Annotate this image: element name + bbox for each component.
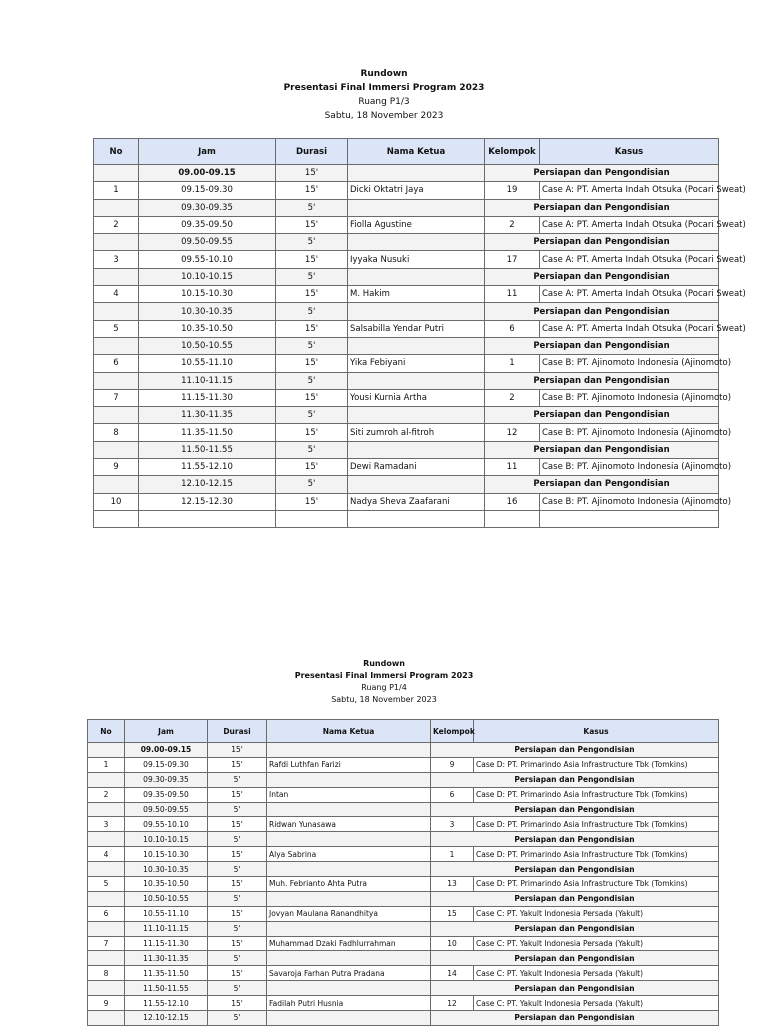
cell-durasi: 5'	[208, 921, 267, 936]
table-row	[88, 996, 719, 1011]
cell-no	[94, 441, 139, 458]
table-row	[94, 251, 719, 268]
cell-nama-ketua	[348, 337, 485, 354]
cell-kelompok: 11	[485, 286, 540, 303]
cell-nama-ketua	[348, 199, 485, 216]
table-row	[88, 817, 719, 832]
cell-jam: 11.30-11.35	[139, 407, 276, 424]
cell-preparation-note: Persiapan dan Pengondisian	[431, 891, 719, 906]
cell-preparation-note: Persiapan dan Pengondisian	[431, 743, 719, 758]
cell-kasus: Case B: PT. Ajinomoto Indonesia (Ajinomoto)	[540, 424, 719, 441]
cell-jam: 10.55-11.10	[139, 355, 276, 372]
col-header-kelompok: Kelompok	[485, 139, 540, 165]
cell-jam: 11.10-11.15	[125, 921, 208, 936]
cell-no	[88, 981, 125, 996]
cell-nama-ketua	[267, 981, 431, 996]
cell-nama-ketua	[267, 743, 431, 758]
cell-no: 3	[88, 817, 125, 832]
cell-nama-ketua: M. Hakim	[348, 286, 485, 303]
cell-jam: 09.50-09.55	[139, 234, 276, 251]
rundown-header-p14	[0, 658, 768, 706]
cell-kasus: Case D: PT. Primarindo Asia Infrastructure Tbk (Tomkins)	[474, 757, 719, 772]
table-row-preparation	[94, 303, 719, 320]
cell-empty	[485, 510, 540, 527]
cell-nama-ketua	[267, 832, 431, 847]
cell-kelompok: 17	[485, 251, 540, 268]
table-row-preparation	[88, 981, 719, 996]
cell-no	[88, 951, 125, 966]
cell-durasi: 5'	[276, 476, 348, 493]
cell-nama-ketua: Intan	[267, 787, 431, 802]
cell-kasus: Case B: PT. Ajinomoto Indonesia (Ajinomoto)	[540, 493, 719, 510]
cell-kelompok: 1	[431, 847, 474, 862]
table-row	[88, 906, 719, 921]
cell-jam: 09.35-09.50	[139, 216, 276, 233]
cell-durasi: 5'	[208, 981, 267, 996]
cell-no: 9	[94, 459, 139, 476]
cell-jam: 09.55-10.10	[139, 251, 276, 268]
cell-jam: 11.55-12.10	[139, 459, 276, 476]
cell-nama-ketua: Muh. Febrianto Ahta Putra	[267, 877, 431, 892]
cell-durasi: 15'	[208, 966, 267, 981]
cell-durasi: 15'	[276, 251, 348, 268]
cell-jam: 09.30-09.35	[125, 772, 208, 787]
cell-durasi: 5'	[208, 772, 267, 787]
cell-preparation-note: Persiapan dan Pengondisian	[431, 832, 719, 847]
cell-jam: 09.35-09.50	[125, 787, 208, 802]
cell-nama-ketua: Iyyaka Nusuki	[348, 251, 485, 268]
cell-kelompok: 10	[431, 936, 474, 951]
cell-preparation-note: Persiapan dan Pengondisian	[431, 862, 719, 877]
cell-kelompok: 15	[431, 906, 474, 921]
cell-durasi: 5'	[276, 303, 348, 320]
col-header-nama-ketua: Nama Ketua	[267, 720, 431, 743]
cell-no: 8	[94, 424, 139, 441]
cell-nama-ketua	[348, 268, 485, 285]
cell-nama-ketua: Dewi Ramadani	[348, 459, 485, 476]
cell-no	[88, 862, 125, 877]
table-row	[94, 424, 719, 441]
cell-preparation-note: Persiapan dan Pengondisian	[485, 476, 719, 493]
cell-empty	[540, 510, 719, 527]
cell-durasi: 5'	[276, 407, 348, 424]
cell-kasus: Case D: PT. Primarindo Asia Infrastructure Tbk (Tomkins)	[474, 847, 719, 862]
cell-no	[88, 743, 125, 758]
cell-jam: 11.30-11.35	[125, 951, 208, 966]
table-row-preparation	[88, 951, 719, 966]
cell-nama-ketua	[267, 951, 431, 966]
col-header-nama-ketua: Nama Ketua	[348, 139, 485, 165]
cell-durasi: 15'	[208, 996, 267, 1011]
table-row	[88, 877, 719, 892]
cell-nama-ketua: Savaroja Farhan Putra Pradana	[267, 966, 431, 981]
cell-no	[88, 772, 125, 787]
cell-preparation-note: Persiapan dan Pengondisian	[485, 372, 719, 389]
cell-jam: 10.30-10.35	[125, 862, 208, 877]
table-row-preparation	[94, 234, 719, 251]
table-row-preparation	[94, 407, 719, 424]
col-header-kasus: Kasus	[540, 139, 719, 165]
table-row-preparation	[94, 372, 719, 389]
cell-durasi: 5'	[276, 234, 348, 251]
cell-jam: 12.10-12.15	[125, 1011, 208, 1026]
cell-jam: 10.50-10.55	[125, 891, 208, 906]
cell-kasus: Case C: PT. Yakult Indonesia Persada (Yakult)	[474, 906, 719, 921]
cell-nama-ketua: Alya Sabrina	[267, 847, 431, 862]
cell-jam: 10.35-10.50	[125, 877, 208, 892]
cell-nama-ketua	[348, 165, 485, 182]
cell-kelompok: 9	[431, 757, 474, 772]
table-row-preparation	[94, 268, 719, 285]
cell-kelompok: 6	[485, 320, 540, 337]
header-subtitle: Presentasi Final Immersi Program 2023	[283, 83, 485, 93]
cell-kasus: Case D: PT. Primarindo Asia Infrastructure Tbk (Tomkins)	[474, 877, 719, 892]
cell-durasi: 15'	[276, 493, 348, 510]
header-room: Ruang P1/3	[358, 97, 410, 107]
cell-empty	[94, 510, 139, 527]
cell-kelompok: 6	[431, 787, 474, 802]
col-header-durasi: Durasi	[208, 720, 267, 743]
cell-jam: 11.55-12.10	[125, 996, 208, 1011]
header-subtitle: Presentasi Final Immersi Program 2023	[294, 671, 474, 680]
table-row	[94, 286, 719, 303]
cell-jam: 11.35-11.50	[139, 424, 276, 441]
cell-nama-ketua: Ridwan Yunasawa	[267, 817, 431, 832]
cell-no: 4	[88, 847, 125, 862]
cell-durasi: 15'	[276, 216, 348, 233]
cell-kelompok: 1	[485, 355, 540, 372]
cell-empty	[276, 510, 348, 527]
cell-durasi: 15'	[208, 743, 267, 758]
cell-durasi: 15'	[276, 389, 348, 406]
table-row	[88, 787, 719, 802]
cell-no	[94, 268, 139, 285]
table-row-preparation	[94, 337, 719, 354]
cell-kelompok: 11	[485, 459, 540, 476]
cell-no	[94, 199, 139, 216]
cell-jam: 10.15-10.30	[139, 286, 276, 303]
cell-jam: 11.15-11.30	[139, 389, 276, 406]
cell-durasi: 15'	[208, 877, 267, 892]
cell-no: 5	[94, 320, 139, 337]
col-header-kelompok: Kelompok	[431, 720, 474, 743]
cell-durasi: 15'	[276, 182, 348, 199]
cell-no	[94, 234, 139, 251]
table-row-preparation	[94, 476, 719, 493]
table-row-preparation	[94, 199, 719, 216]
cell-kasus: Case C: PT. Yakult Indonesia Persada (Yakult)	[474, 996, 719, 1011]
cell-nama-ketua	[267, 862, 431, 877]
cell-jam: 10.10-10.15	[139, 268, 276, 285]
cell-kasus: Case A: PT. Amerta Indah Otsuka (Pocari Sweat)	[540, 182, 719, 199]
table-row	[94, 459, 719, 476]
cell-durasi: 15'	[208, 817, 267, 832]
col-header-jam: Jam	[125, 720, 208, 743]
cell-jam: 12.15-12.30	[139, 493, 276, 510]
cell-no	[94, 165, 139, 182]
cell-kelompok: 2	[485, 216, 540, 233]
cell-kasus: Case B: PT. Ajinomoto Indonesia (Ajinomoto)	[540, 389, 719, 406]
cell-jam: 09.00-09.15	[139, 165, 276, 182]
cell-nama-ketua	[267, 921, 431, 936]
cell-durasi: 15'	[208, 906, 267, 921]
table-row-preparation	[88, 802, 719, 817]
cell-kelompok: 2	[485, 389, 540, 406]
cell-jam: 11.35-11.50	[125, 966, 208, 981]
cell-jam: 10.35-10.50	[139, 320, 276, 337]
cell-no: 10	[94, 493, 139, 510]
table-row-preparation	[88, 891, 719, 906]
cell-nama-ketua: Nadya Sheva Zaafarani	[348, 493, 485, 510]
cell-preparation-note: Persiapan dan Pengondisian	[431, 772, 719, 787]
cell-nama-ketua	[348, 476, 485, 493]
cell-preparation-note: Persiapan dan Pengondisian	[485, 337, 719, 354]
cell-nama-ketua: Rafdi Luthfan Farizi	[267, 757, 431, 772]
cell-durasi: 5'	[208, 862, 267, 877]
cell-durasi: 5'	[276, 372, 348, 389]
cell-durasi: 15'	[276, 424, 348, 441]
cell-no: 3	[94, 251, 139, 268]
cell-preparation-note: Persiapan dan Pengondisian	[431, 802, 719, 817]
cell-no: 2	[88, 787, 125, 802]
cell-preparation-note: Persiapan dan Pengondisian	[485, 165, 719, 182]
cell-no	[88, 1011, 125, 1026]
header-date: Sabtu, 18 November 2023	[331, 695, 437, 704]
cell-durasi: 15'	[208, 936, 267, 951]
cell-nama-ketua: Salsabilla Yendar Putri	[348, 320, 485, 337]
cell-kasus: Case B: PT. Ajinomoto Indonesia (Ajinomoto)	[540, 355, 719, 372]
cell-preparation-note: Persiapan dan Pengondisian	[431, 951, 719, 966]
table-row-preparation	[94, 165, 719, 182]
cell-nama-ketua: Dicki Oktatri Jaya	[348, 182, 485, 199]
cell-durasi: 15'	[276, 459, 348, 476]
cell-durasi: 5'	[208, 832, 267, 847]
header-title: Rundown	[363, 659, 405, 668]
col-header-jam: Jam	[139, 139, 276, 165]
cell-kelompok: 13	[431, 877, 474, 892]
cell-preparation-note: Persiapan dan Pengondisian	[485, 234, 719, 251]
table-row	[94, 320, 719, 337]
cell-kelompok: 12	[485, 424, 540, 441]
cell-kasus: Case A: PT. Amerta Indah Otsuka (Pocari Sweat)	[540, 320, 719, 337]
cell-preparation-note: Persiapan dan Pengondisian	[485, 407, 719, 424]
table-row-preparation	[88, 1011, 719, 1026]
cell-jam: 10.55-11.10	[125, 906, 208, 921]
cell-nama-ketua: Yousi Kurnia Artha	[348, 389, 485, 406]
header-date: Sabtu, 18 November 2023	[324, 111, 444, 121]
cell-durasi: 15'	[208, 847, 267, 862]
cell-no: 9	[88, 996, 125, 1011]
cell-nama-ketua	[348, 441, 485, 458]
table-row	[88, 936, 719, 951]
cell-durasi: 5'	[208, 951, 267, 966]
cell-preparation-note: Persiapan dan Pengondisian	[485, 268, 719, 285]
cell-no	[94, 337, 139, 354]
cell-nama-ketua	[348, 372, 485, 389]
cell-durasi: 15'	[208, 757, 267, 772]
cell-no	[88, 832, 125, 847]
table-row-preparation	[88, 743, 719, 758]
col-header-kasus: Kasus	[474, 720, 719, 743]
table-header-row	[88, 720, 719, 743]
cell-preparation-note: Persiapan dan Pengondisian	[431, 981, 719, 996]
cell-durasi: 15'	[276, 355, 348, 372]
cell-jam: 10.10-10.15	[125, 832, 208, 847]
cell-nama-ketua	[348, 407, 485, 424]
cell-no	[94, 476, 139, 493]
table-row-preparation	[88, 921, 719, 936]
cell-nama-ketua: Yika Febiyani	[348, 355, 485, 372]
cell-kasus: Case A: PT. Amerta Indah Otsuka (Pocari Sweat)	[540, 286, 719, 303]
cell-nama-ketua: Fadilah Putri Husnia	[267, 996, 431, 1011]
cell-durasi: 5'	[208, 891, 267, 906]
cell-durasi: 15'	[276, 286, 348, 303]
cell-nama-ketua	[267, 1011, 431, 1026]
cell-kasus: Case A: PT. Amerta Indah Otsuka (Pocari Sweat)	[540, 216, 719, 233]
table-header-row	[94, 139, 719, 165]
cell-kasus: Case D: PT. Primarindo Asia Infrastructure Tbk (Tomkins)	[474, 787, 719, 802]
cell-jam: 11.50-11.55	[125, 981, 208, 996]
table-row	[94, 216, 719, 233]
cell-jam: 12.10-12.15	[139, 476, 276, 493]
cell-kasus: Case C: PT. Yakult Indonesia Persada (Yakult)	[474, 936, 719, 951]
cell-kelompok: 14	[431, 966, 474, 981]
cell-no: 4	[94, 286, 139, 303]
cell-nama-ketua	[348, 303, 485, 320]
table-row	[94, 493, 719, 510]
cell-empty	[139, 510, 276, 527]
cell-kelompok: 16	[485, 493, 540, 510]
rundown-table-p13	[93, 138, 746, 528]
cell-no	[88, 802, 125, 817]
cell-nama-ketua	[348, 234, 485, 251]
cell-jam: 11.15-11.30	[125, 936, 208, 951]
cell-no	[94, 303, 139, 320]
cell-durasi: 5'	[208, 1011, 267, 1026]
cell-kasus: Case D: PT. Primarindo Asia Infrastructure Tbk (Tomkins)	[474, 817, 719, 832]
col-header-no: No	[94, 139, 139, 165]
cell-durasi: 15'	[276, 320, 348, 337]
table-row-preparation	[88, 772, 719, 787]
cell-preparation-note: Persiapan dan Pengondisian	[485, 199, 719, 216]
cell-jam: 11.50-11.55	[139, 441, 276, 458]
cell-jam: 09.15-09.30	[125, 757, 208, 772]
cell-no	[94, 372, 139, 389]
cell-kasus: Case B: PT. Ajinomoto Indonesia (Ajinomoto)	[540, 459, 719, 476]
cell-jam: 09.00-09.15	[125, 743, 208, 758]
cell-nama-ketua	[267, 772, 431, 787]
cell-no: 5	[88, 877, 125, 892]
cell-no: 1	[94, 182, 139, 199]
cell-durasi: 15'	[208, 787, 267, 802]
cell-durasi: 5'	[276, 337, 348, 354]
table-row	[94, 182, 719, 199]
table-row-preparation	[88, 862, 719, 877]
table-body	[94, 165, 746, 528]
cell-durasi: 5'	[208, 802, 267, 817]
cell-jam: 11.10-11.15	[139, 372, 276, 389]
cell-durasi: 5'	[276, 441, 348, 458]
col-header-durasi: Durasi	[276, 139, 348, 165]
cell-jam: 10.50-10.55	[139, 337, 276, 354]
cell-durasi: 5'	[276, 199, 348, 216]
table-row-preparation	[94, 441, 719, 458]
cell-nama-ketua	[267, 891, 431, 906]
header-room: Ruang P1/4	[361, 683, 407, 692]
table-row	[94, 355, 719, 372]
cell-no	[88, 921, 125, 936]
cell-kelompok: 12	[431, 996, 474, 1011]
cell-no: 8	[88, 966, 125, 981]
cell-durasi: 5'	[276, 268, 348, 285]
cell-preparation-note: Persiapan dan Pengondisian	[431, 921, 719, 936]
cell-preparation-note: Persiapan dan Pengondisian	[431, 1011, 719, 1026]
cell-no: 6	[94, 355, 139, 372]
table-row	[94, 389, 719, 406]
cell-jam: 10.30-10.35	[139, 303, 276, 320]
cell-no: 2	[94, 216, 139, 233]
cell-jam: 09.50-09.55	[125, 802, 208, 817]
table-row	[88, 966, 719, 981]
cell-kelompok: 3	[431, 817, 474, 832]
cell-no: 7	[94, 389, 139, 406]
cell-no: 7	[88, 936, 125, 951]
header-title: Rundown	[360, 69, 408, 79]
cell-kasus: Case A: PT. Amerta Indah Otsuka (Pocari Sweat)	[540, 251, 719, 268]
cell-jam: 09.15-09.30	[139, 182, 276, 199]
cell-nama-ketua: Fiolla Agustine	[348, 216, 485, 233]
cell-jam: 09.30-09.35	[139, 199, 276, 216]
cell-durasi: 15'	[276, 165, 348, 182]
cell-preparation-note: Persiapan dan Pengondisian	[485, 303, 719, 320]
table-row-preparation	[88, 832, 719, 847]
table-row	[88, 757, 719, 772]
table-body	[88, 743, 719, 1026]
cell-nama-ketua	[267, 802, 431, 817]
cell-empty	[348, 510, 485, 527]
cell-nama-ketua: Muhammad Dzaki Fadhlurrahman	[267, 936, 431, 951]
table-row	[88, 847, 719, 862]
cell-no	[94, 407, 139, 424]
cell-no: 6	[88, 906, 125, 921]
cell-nama-ketua: Siti zumroh al-fitroh	[348, 424, 485, 441]
col-header-no: No	[88, 720, 125, 743]
rundown-header-p13	[0, 67, 768, 123]
cell-preparation-note: Persiapan dan Pengondisian	[485, 441, 719, 458]
table-row-empty	[94, 510, 719, 527]
cell-no: 1	[88, 757, 125, 772]
cell-jam: 09.55-10.10	[125, 817, 208, 832]
rundown-table-p14	[87, 719, 719, 1026]
cell-nama-ketua: Jovyan Maulana Ranandhitya	[267, 906, 431, 921]
cell-jam: 10.15-10.30	[125, 847, 208, 862]
cell-kasus: Case C: PT. Yakult Indonesia Persada (Yakult)	[474, 966, 719, 981]
cell-kelompok: 19	[485, 182, 540, 199]
cell-no	[88, 891, 125, 906]
